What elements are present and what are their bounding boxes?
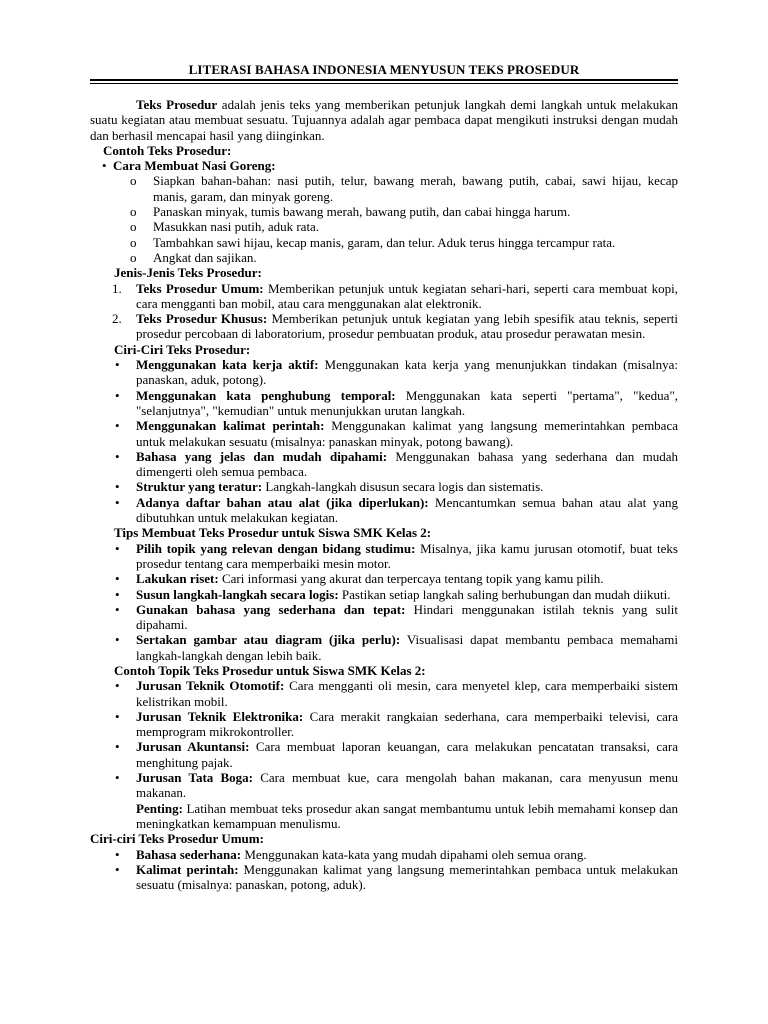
- ciri-umum-text: Menggunakan kalimat yang langsung memerintahkan pembaca untuk melakukan sesuatu (misalnya: panaskan, potong, aduk).: [136, 861, 679, 893]
- tips-item: [90, 571, 678, 586]
- document-body: [90, 97, 678, 892]
- topik-term: Jurusan Tata Boga:: [136, 770, 253, 786]
- number-marker: 2.: [112, 311, 122, 327]
- topik-item: [90, 709, 678, 740]
- jenis-heading: Jenis-Jenis Teks Prosedur:: [114, 265, 262, 281]
- step-item: [90, 204, 678, 219]
- ciri-item: [90, 388, 678, 419]
- circle-marker: o: [130, 249, 137, 265]
- topik-term: Jurusan Teknik Otomotif:: [136, 678, 285, 694]
- ciri-term: Adanya daftar bahan atau alat (jika diperlukan):: [136, 494, 429, 510]
- bullet-marker: •: [115, 479, 120, 495]
- document-title: LITERASI BAHASA INDONESIA MENYUSUN TEKS PROSEDUR: [188, 62, 580, 77]
- ciri-term: Menggunakan kalimat perintah:: [136, 418, 325, 434]
- bullet-marker: •: [115, 861, 120, 877]
- ciri-heading: Ciri-Ciri Teks Prosedur:: [114, 341, 251, 357]
- title-rule-thick: [90, 79, 678, 81]
- bullet-marker: •: [115, 494, 120, 510]
- bullet-marker: •: [115, 708, 120, 724]
- tips-item: [90, 587, 678, 602]
- tips-term: Susun langkah-langkah secara logis:: [136, 586, 339, 602]
- topik-item: [90, 739, 678, 770]
- circle-marker: o: [130, 219, 137, 235]
- ciri-umum-item: [90, 847, 678, 862]
- circle-marker: o: [130, 234, 137, 250]
- intro-paragraph: [90, 97, 678, 143]
- bullet-marker: •: [115, 387, 120, 403]
- bullet-marker: •: [115, 418, 120, 434]
- bullet-marker: •: [115, 770, 120, 786]
- intro-term: Teks Prosedur: [136, 97, 218, 112]
- topik-note: [90, 801, 678, 832]
- bullet-marker: •: [115, 586, 120, 602]
- ciri-item: [90, 449, 678, 480]
- circle-marker: o: [130, 204, 137, 220]
- tips-text: Cari informasi yang akurat dan terpercaya tentang topik yang kamu pilih.: [218, 571, 604, 587]
- topik-item: [90, 770, 678, 801]
- contoh-item-title: Cara Membuat Nasi Goreng:: [113, 158, 276, 174]
- topik-term: Jurusan Teknik Elektronika:: [136, 708, 304, 724]
- step-text: Siapkan bahan-bahan: nasi putih, telur, bawang merah, bawang putih, cabai, sawi hijau, kecap manis, garam, dan minyak goreng.: [153, 173, 678, 204]
- ciri-umum-text: Menggunakan kata-kata yang mudah dipahami oleh semua orang.: [241, 846, 587, 862]
- tips-text: Pastikan setiap langkah saling berhubungan dan mudah diikuti.: [338, 586, 671, 602]
- jenis-text: Memberikan petunjuk untuk kegiatan sehari-hari, seperti cara membuat kopi, cara mengganti ban mobil, atau cara menggunakan alat elektronik.: [136, 280, 678, 311]
- bullet-marker: •: [115, 540, 120, 556]
- jenis-item: [90, 311, 678, 342]
- ciri-term: Menggunakan kata penghubung temporal:: [136, 387, 396, 403]
- circle-marker: o: [130, 173, 137, 189]
- contoh-item: [90, 158, 678, 173]
- contoh-heading: Contoh Teks Prosedur:: [103, 142, 232, 158]
- bullet-marker: •: [115, 739, 120, 755]
- step-text: Masukkan nasi putih, aduk rata.: [153, 219, 320, 235]
- ciri-term: Menggunakan kata kerja aktif:: [136, 357, 319, 373]
- topik-heading: Contoh Topik Teks Prosedur untuk Siswa SMK Kelas 2:: [114, 662, 426, 678]
- tips-term: Gunakan bahasa yang sederhana dan tepat:: [136, 601, 406, 617]
- bullet-marker: •: [102, 158, 107, 174]
- tips-heading: Tips Membuat Teks Prosedur untuk Siswa SMK Kelas 2:: [114, 525, 432, 541]
- bullet-marker: •: [115, 448, 120, 464]
- ciri-umum-heading: Ciri-ciri Teks Prosedur Umum:: [90, 831, 264, 847]
- ciri-umum-item: [90, 862, 678, 893]
- ciri-item: [90, 418, 678, 449]
- topik-text: Cara merakit rangkaian sederhana, cara memperbaiki televisi, cara memprogram mikrokontroller.: [136, 708, 678, 740]
- tips-text: Hindari menggunakan istilah teknis yang sulit dipahami.: [136, 601, 678, 633]
- topik-text: Cara membuat kue, cara mengolah bahan makanan, cara menyusun menu makanan.: [136, 770, 679, 801]
- ciri-text: Menggunakan bahasa yang sederhana dan mudah dimengerti oleh semua pembaca.: [136, 448, 678, 480]
- bullet-marker: •: [115, 357, 120, 373]
- tips-item: [90, 602, 678, 633]
- ciri-text: Mencantumkan semua bahan atau alat yang dibutuhkan untuk melakukan kegiatan.: [136, 494, 678, 526]
- title-rule-thin: [90, 83, 678, 84]
- bullet-marker: •: [115, 632, 120, 648]
- ciri-text: Menggunakan kata kerja yang menunjukkan tindakan (misalnya: panaskan, aduk, potong).: [136, 357, 678, 388]
- bullet-marker: •: [115, 846, 120, 862]
- tips-item: [90, 541, 678, 572]
- tips-text: Misalnya, jika kamu jurusan otomotif, buat teks prosedur tentang cara memperbaiki mesin motor.: [136, 540, 678, 571]
- tips-item: [90, 632, 678, 663]
- topik-item: [90, 678, 678, 709]
- step-item: [90, 235, 678, 250]
- step-text: Panaskan minyak, tumis bawang merah, bawang putih, dan cabai hingga harum.: [153, 204, 571, 220]
- tips-text: Visualisasi dapat membantu pembaca memahami langkah-langkah dengan lebih baik.: [136, 632, 678, 663]
- note-term: Penting:: [136, 800, 183, 816]
- bullet-marker: •: [115, 601, 120, 617]
- jenis-item: [90, 281, 678, 312]
- topik-term: Jurusan Akuntansi:: [136, 739, 250, 755]
- ciri-item: [90, 357, 678, 388]
- step-item: [90, 219, 678, 234]
- ciri-text: Menggunakan kalimat yang langsung memerintahkan pembaca untuk melakukan sesuatu (misalnya: panaskan minyak, potong bawang).: [136, 418, 678, 449]
- step-text: Tambahkan sawi hijau, kecap manis, garam, dan telur. Aduk terus hingga tercampur rata.: [153, 234, 616, 250]
- jenis-term: Teks Prosedur Khusus:: [136, 311, 268, 327]
- tips-term: Lakukan riset:: [136, 571, 219, 587]
- number-marker: 1.: [112, 280, 122, 296]
- jenis-text: Memberikan petunjuk untuk kegiatan yang lebih spesifik atau teknis, seperti prosedur percobaan di laboratorium, prosedur pembuatan produk, atau prosedur perawatan mesin.: [136, 311, 679, 342]
- ciri-item: [90, 495, 678, 526]
- step-text: Angkat dan sajikan.: [153, 249, 257, 265]
- step-item: [90, 250, 678, 265]
- ciri-text: Menggunakan kata seperti "pertama", "kedua", "selanjutnya", "kemudian" untuk menunjukkan urutan langkah.: [136, 387, 678, 418]
- ciri-item: [90, 479, 678, 494]
- ciri-term: Struktur yang teratur:: [136, 479, 263, 495]
- bullet-marker: •: [115, 678, 120, 694]
- topik-text: Cara mengganti oli mesin, cara menyetel klep, cara memperbaiki sistem kelistrikan mobil.: [136, 678, 679, 709]
- ciri-text: Langkah-langkah disusun secara logis dan sistematis.: [262, 479, 544, 495]
- ciri-umum-term: Bahasa sederhana:: [136, 846, 242, 862]
- tips-term: Sertakan gambar atau diagram (jika perlu):: [136, 632, 401, 648]
- intro-text: adalah jenis teks yang memberikan petunjuk langkah demi langkah untuk melakukan suatu kegiatan atau membuat sesuatu. Tujuannya adalah agar pembaca dapat mengikuti instruksi dengan mudah dan berhasil mencapai hasil yang diinginkan.: [90, 97, 678, 143]
- jenis-term: Teks Prosedur Umum:: [136, 280, 264, 296]
- ciri-term: Bahasa yang jelas dan mudah dipahami:: [136, 448, 388, 464]
- bullet-marker: •: [115, 571, 120, 587]
- topik-text: Cara membuat laporan keuangan, cara melakukan pencatatan transaksi, cara menghitung pajak.: [136, 739, 678, 770]
- tips-term: Pilih topik yang relevan dengan bidang studimu:: [136, 540, 416, 556]
- step-item: [90, 173, 678, 204]
- ciri-umum-term: Kalimat perintah:: [136, 861, 239, 877]
- note-text: Latihan membuat teks prosedur akan sangat membantumu untuk lebih memahami konsep dan meningkatkan kemampuan menulismu.: [136, 800, 678, 831]
